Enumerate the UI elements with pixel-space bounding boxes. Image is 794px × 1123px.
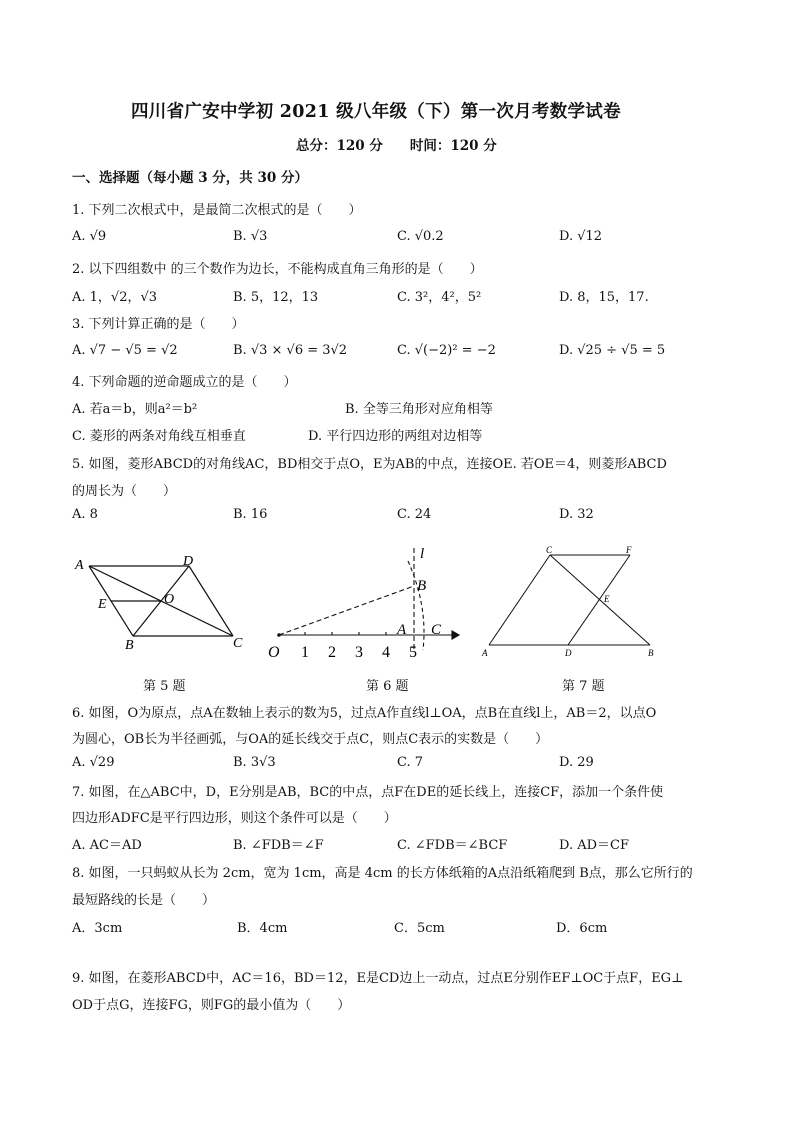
question-4-option-d: D. 平行四边形的两组对边相等 [308, 429, 483, 444]
question-8-option-c: C．5cm [394, 921, 445, 936]
fig5-label-o: O [164, 592, 175, 607]
question-3-stem: 3. 下列计算正确的是（ ） [72, 317, 245, 332]
question-2-option-d: D. 8，15，17. [559, 290, 649, 305]
question-7-option-d: D. AD＝CF [559, 838, 630, 853]
question-1-option-b: B. √3 [233, 229, 268, 244]
question-7-option-c: C. ∠FDB＝∠BCF [397, 838, 508, 853]
question-8-stem-line1: 8. 如图，一只蚂蚁从长为 2cm，宽为 1cm，高是 4cm 的长方体纸箱的A点沿纸箱爬到 B点，那么它所行的 [72, 866, 693, 881]
question-4-option-b: B. 全等三角形对应角相等 [345, 402, 493, 417]
fig7-label-a: A [482, 648, 488, 658]
fig5-label-e: E [98, 597, 107, 612]
figure-6 [262, 546, 462, 666]
fig6-tick-3: 3 [355, 644, 363, 661]
question-2-option-b: B. 5，12，13 [233, 290, 319, 305]
fig7-label-f: F [626, 545, 632, 555]
fig5-label-d: D [183, 554, 194, 569]
question-2-stem: 2. 以下四组数中 的三个数作为边长，不能构成直角三角形的是（ ） [72, 262, 483, 277]
figure-5-caption: 第 5 题 [143, 679, 186, 694]
question-2-option-a: A. 1，√2，√3 [72, 290, 158, 305]
question-7-option-a: A. AC＝AD [72, 838, 142, 853]
figure-7-caption: 第 7 题 [562, 679, 605, 694]
question-2-option-c: C. 3²，4²，5² [397, 290, 482, 305]
fig6-label-b: B [417, 578, 427, 594]
question-8-stem-line2: 最短路线的长是（ ） [72, 893, 216, 908]
question-6-option-a: A. √29 [72, 755, 115, 770]
question-5-stem-line2: 的周长为（ ） [72, 484, 177, 499]
question-6-stem-line1: 6. 如图，O为原点，点A在数轴上表示的数为5，过点A作直线l⊥OA，点B在直线l上，AB＝2，以点O [72, 706, 657, 721]
question-6-option-c: C. 7 [397, 755, 424, 770]
question-6-option-d: D. 29 [559, 755, 594, 770]
question-4-option-c: C. 菱形的两条对角线互相垂直 [72, 429, 246, 444]
page-title: 四川省广安中学初 2021 级八年级（下）第一次月考数学试卷 [131, 102, 621, 122]
question-5-stem-line1: 5. 如图，菱形ABCD的对角线AC，BD相交于点O，E为AB的中点，连接OE. 若OE＝4，则菱形ABCD [72, 457, 667, 472]
question-9-stem-line1: 9. 如图，在菱形ABCD中，AC＝16，BD＝12，E是CD边上一动点，过点E分别作EF⊥OC于点F，EG⊥ [72, 971, 684, 986]
fig6-tick-5: 5 [409, 644, 417, 661]
fig6-label-a: A [397, 622, 407, 638]
figure-7 [478, 544, 668, 664]
fig5-label-a: A [75, 558, 84, 573]
fig5-label-c: C [233, 636, 243, 651]
question-6-option-b: B. 3√3 [233, 755, 276, 770]
question-9-stem-line2: OD于点G，连接FG，则FG的最小值为（ ） [72, 998, 351, 1013]
fig6-label-l: l [420, 546, 425, 562]
section-heading: 一、选择题（每小题 3 分，共 30 分） [72, 170, 308, 186]
question-5-option-d: D. 32 [559, 507, 594, 522]
question-1-option-d: D. √12 [559, 229, 603, 244]
question-3-option-c: C. √(−2)² = −2 [397, 343, 496, 358]
question-6-stem-line2: 为圆心，OB长为半径画弧，与OA的延长线交于点C，则点C表示的实数是（ ） [72, 732, 549, 747]
question-1-option-a: A. √9 [72, 229, 107, 244]
figure-5 [70, 548, 250, 658]
fig6-tick-2: 2 [328, 644, 336, 661]
fig6-label-c: C [431, 622, 442, 638]
question-8-option-d: D．6cm [556, 921, 608, 936]
question-7-stem-line2: 四边形ADFC是平行四边形，则这个条件可以是（ ） [72, 811, 397, 826]
fig6-label-o: O [268, 644, 280, 661]
fig7-label-c: C [546, 545, 553, 555]
question-1-stem: 1. 下列二次根式中，是最简二次根式的是（ ） [72, 203, 362, 218]
fig6-tick-1: 1 [301, 644, 309, 661]
question-5-option-b: B. 16 [233, 507, 268, 522]
fig7-label-b: B [648, 648, 654, 658]
fig5-label-b: B [125, 638, 134, 653]
question-7-option-b: B. ∠FDB＝∠F [233, 838, 324, 853]
question-4-option-a: A. 若a＝b，则a²＝b² [72, 402, 198, 417]
question-5-option-a: A. 8 [72, 507, 98, 522]
question-3-option-b: B. √3 × √6 = 3√2 [233, 343, 348, 358]
question-5-option-c: C. 24 [397, 507, 432, 522]
fig7-label-e: E [604, 594, 610, 604]
figure-6-caption: 第 6 题 [366, 679, 409, 694]
fig7-label-d: D [565, 648, 572, 658]
fig6-tick-4: 4 [382, 644, 390, 661]
question-4-stem: 4. 下列命题的逆命题成立的是（ ） [72, 375, 297, 390]
question-8-option-b: B．4cm [237, 921, 288, 936]
question-3-option-a: A. √7 − √5 = √2 [72, 343, 178, 358]
question-8-option-a: A．3cm [72, 921, 123, 936]
exam-info: 总分：120 分 时间：120 分 [296, 138, 497, 154]
question-7-stem-line1: 7. 如图，在△ABC中，D，E分别是AB，BC的中点，点F在DE的延长线上，连接CF，添加一个条件使 [72, 785, 664, 800]
question-1-option-c: C. √0.2 [397, 229, 444, 244]
question-3-option-d: D. √25 ÷ √5 = 5 [559, 343, 666, 358]
